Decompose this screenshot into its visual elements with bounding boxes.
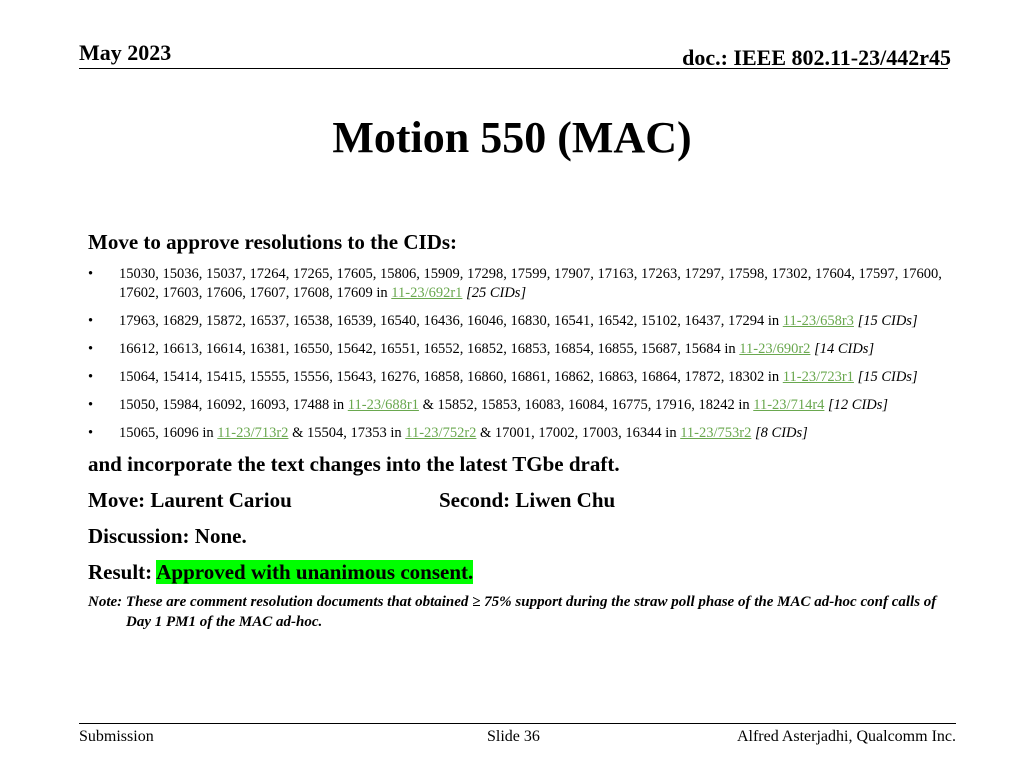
footer-submission: Submission <box>79 728 154 745</box>
bullet-dot: • <box>88 369 94 385</box>
cid-count: [14 CIDs] <box>814 341 875 357</box>
seconder: Second: Liwen Chu <box>439 488 616 512</box>
footer-slide-number: Slide 36 <box>487 728 540 745</box>
cid-numbers: 15065, 16096 in <box>119 425 218 441</box>
result-label: Result: <box>88 560 157 584</box>
cid-numbers: & 15504, 17353 in <box>288 425 406 441</box>
list-item <box>88 396 944 415</box>
mover: Move: Laurent Cariou <box>88 488 292 512</box>
discussion-line: Discussion: None. <box>88 524 247 548</box>
header-date: May 2023 <box>79 40 172 65</box>
motion-lead: Move to approve resolutions to the CIDs: <box>88 230 458 254</box>
bullet-dot: • <box>88 266 94 282</box>
doc-link[interactable]: 11-23/658r3 <box>782 313 854 329</box>
slide-content <box>88 230 944 632</box>
list-item <box>88 265 944 303</box>
list-item <box>88 340 944 359</box>
cid-numbers: & 15852, 15853, 16083, 16084, 16775, 17916, 18242 in <box>418 397 754 413</box>
doc-link[interactable]: 11-23/688r1 <box>347 397 419 413</box>
result-line <box>88 560 944 592</box>
list-item <box>88 424 944 443</box>
cid-numbers: 17963, 16829, 15872, 16537, 16538, 16539, 16540, 16436, 16046, 16830, 16541, 16542, 15102, 16437, 17294 in <box>119 313 783 329</box>
list-item <box>88 312 944 331</box>
doc-link[interactable]: 11-23/723r1 <box>782 369 854 385</box>
slide-title: Motion 550 (MAC) <box>332 113 692 162</box>
cid-numbers: 15064, 15414, 15415, 15555, 15556, 15643, 16276, 16858, 16860, 16861, 16862, 16863, 16864, 17872, 18302 in <box>119 369 783 385</box>
bullet-dot: • <box>88 341 94 357</box>
cid-count: [12 CIDs] <box>828 397 889 413</box>
cid-numbers: 16612, 16613, 16614, 16381, 16550, 15642, 16551, 16552, 16852, 16853, 16854, 16855, 15687, 15684 in <box>119 341 740 357</box>
cid-count: [15 CIDs] <box>857 313 918 329</box>
bullet-dot: • <box>88 313 94 329</box>
doc-link[interactable]: 11-23/753r2 <box>680 425 752 441</box>
cid-numbers: 15030, 15036, 15037, 17264, 17265, 17605, 15806, 15909, 17298, 17599, 17907, 17163, 17263, 17297, 17598, 17302, 17604, 17597, 17600, 17602, 17603, 17606, 17607, 17608, 17609 in <box>119 266 942 301</box>
note-text: Note: These are comment resolution documents that obtained ≥ 75% support during the straw poll phase of the MAC ad-hoc conf calls of Day 1 PM1 of the MAC ad-hoc. <box>88 594 937 630</box>
move-line <box>88 488 944 524</box>
cid-count: [8 CIDs] <box>755 425 808 441</box>
incorporate-text: and incorporate the text changes into the latest TGbe draft. <box>88 452 620 476</box>
list-item <box>88 368 944 387</box>
result-value: Approved with unanimous consent. <box>156 560 474 584</box>
doc-link[interactable]: 11-23/752r2 <box>405 425 477 441</box>
doc-link[interactable]: 11-23/692r1 <box>391 285 463 301</box>
doc-link[interactable]: 11-23/713r2 <box>217 425 289 441</box>
cid-count: [25 CIDs] <box>466 285 527 301</box>
cid-numbers: 15050, 15984, 16092, 16093, 17488 in <box>119 397 348 413</box>
header-rule <box>79 68 948 69</box>
footer-author: Alfred Asterjadhi, Qualcomm Inc. <box>736 728 956 745</box>
bullet-dot: • <box>88 425 94 441</box>
footer-rule <box>79 723 956 724</box>
cid-numbers: & 17001, 17002, 17003, 16344 in <box>476 425 681 441</box>
cid-count: [15 CIDs] <box>857 369 918 385</box>
bullet-dot: • <box>88 397 94 413</box>
header-doc-number: doc.: IEEE 802.11-23/442r45 <box>682 45 951 70</box>
doc-link[interactable]: 11-23/690r2 <box>739 341 811 357</box>
cid-list <box>88 265 944 443</box>
doc-link[interactable]: 11-23/714r4 <box>753 397 825 413</box>
